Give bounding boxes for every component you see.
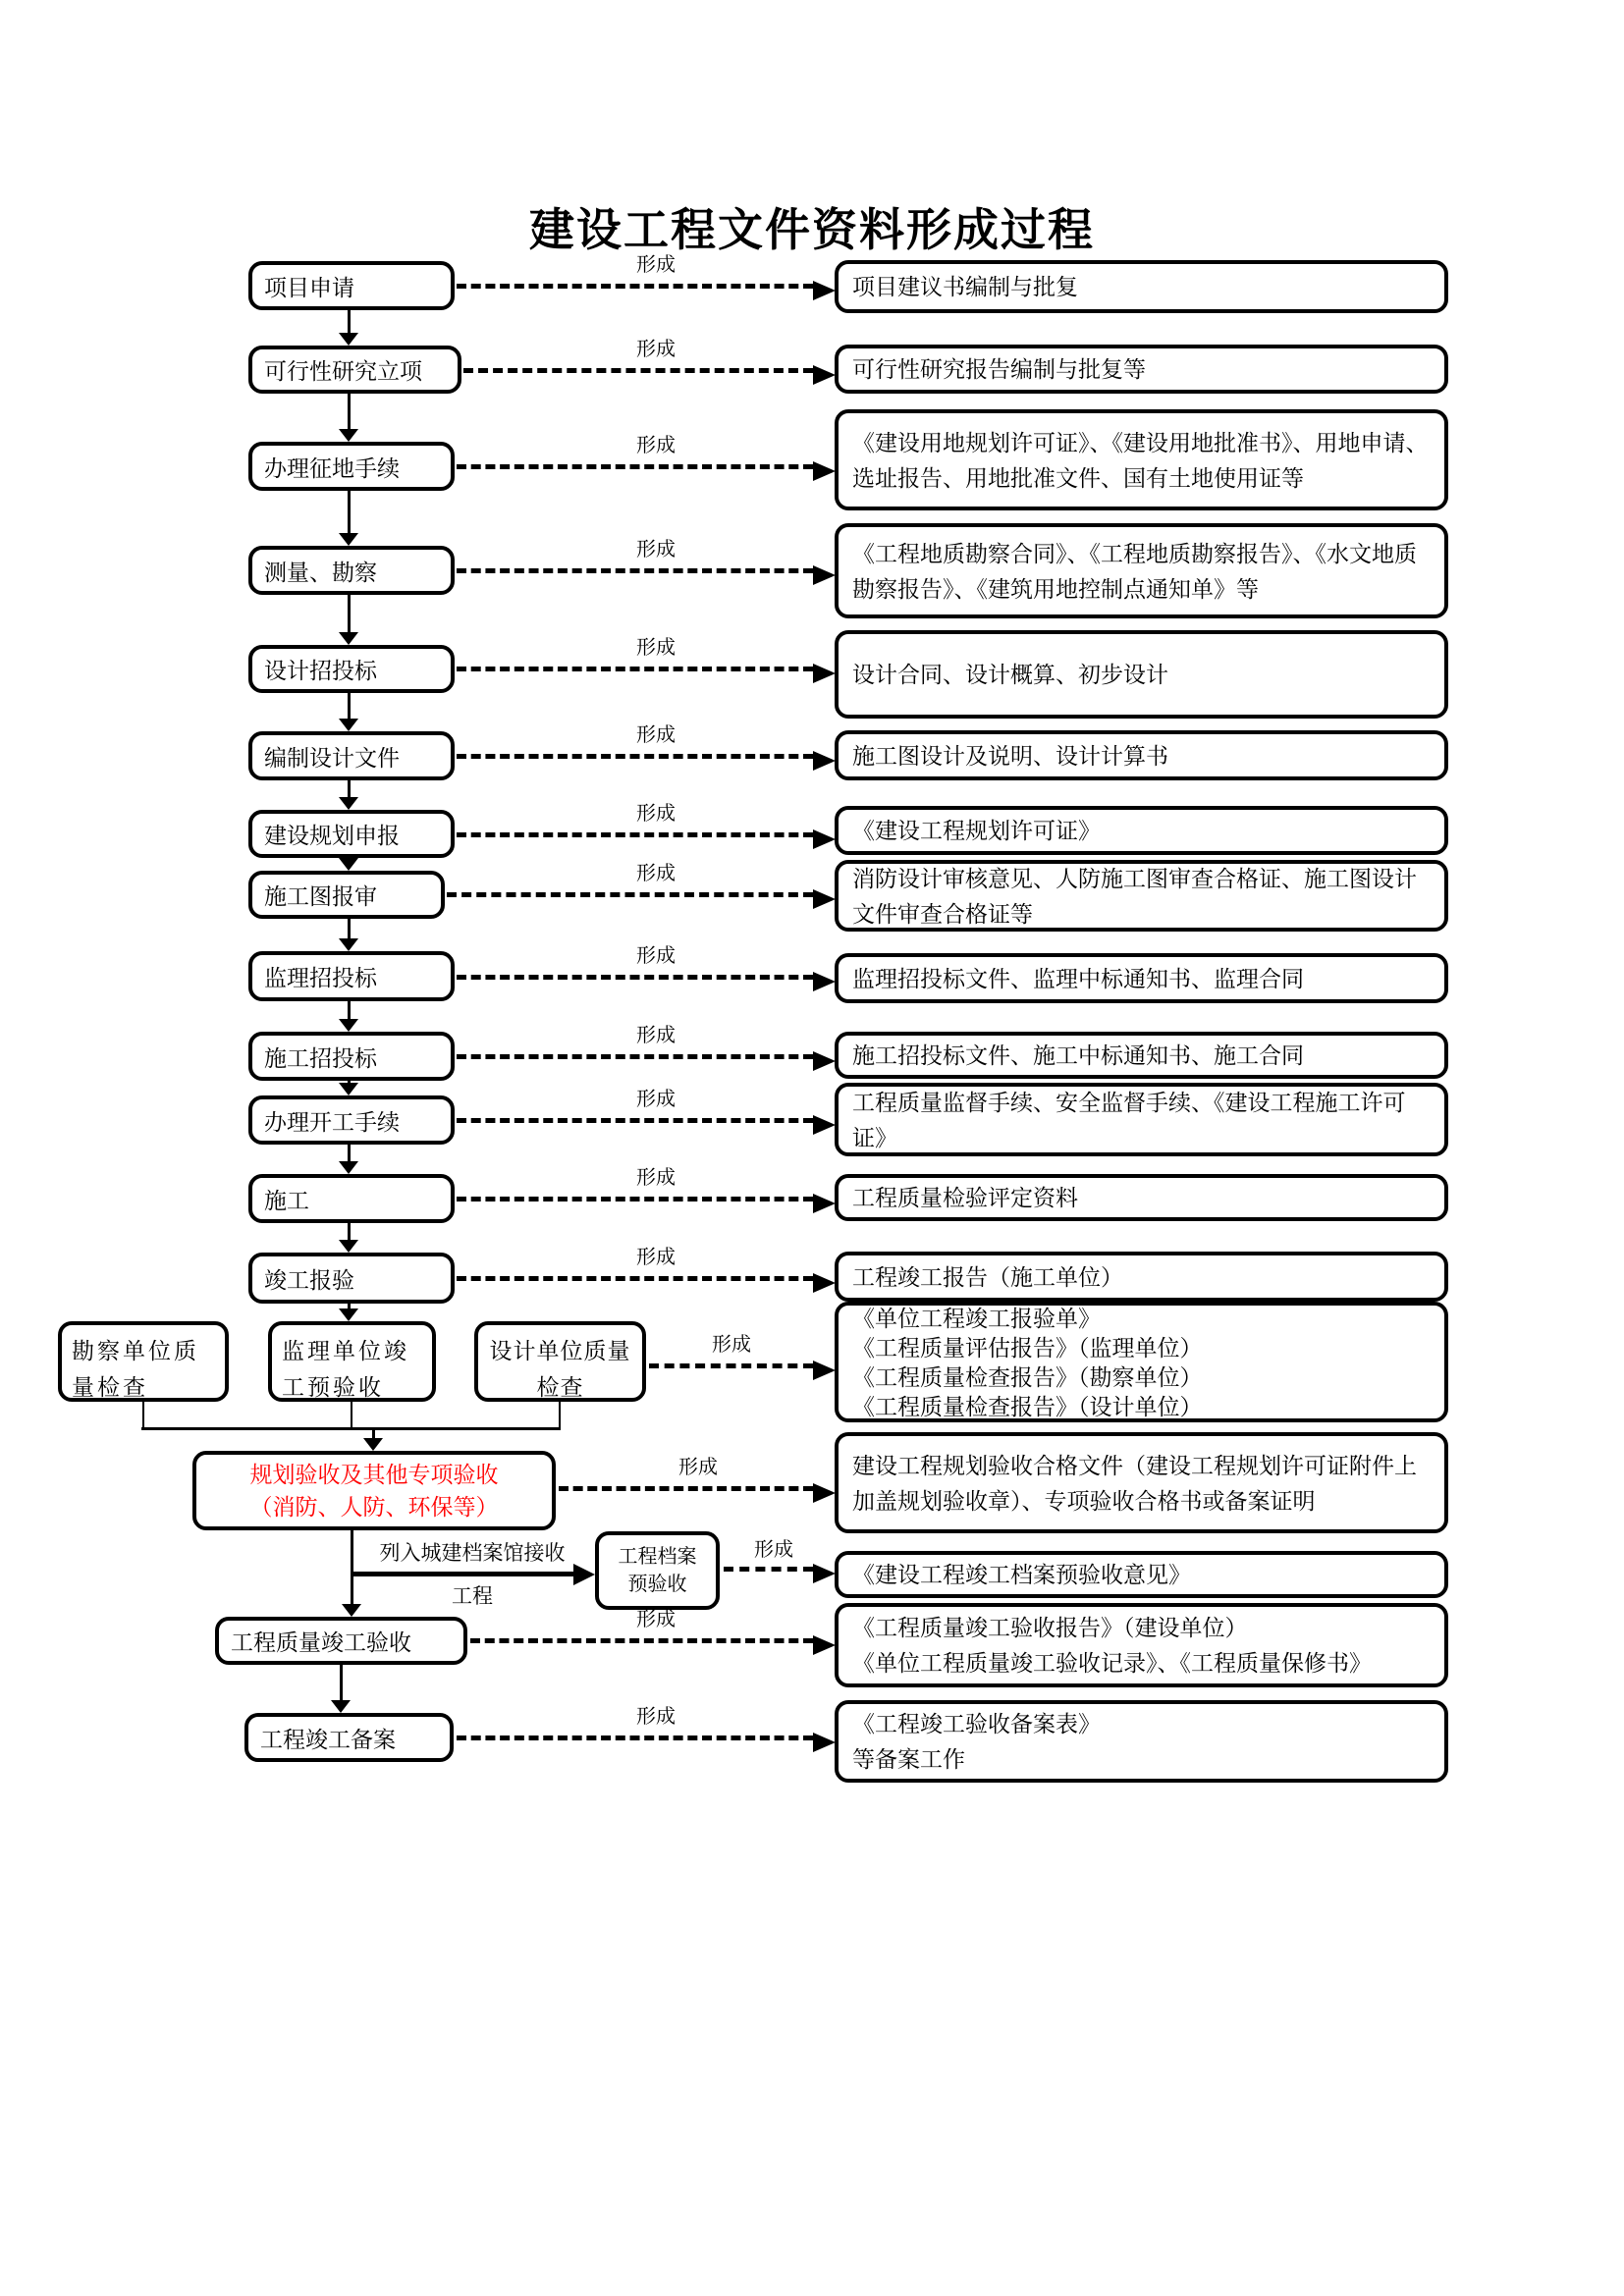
forms-arrow-16 [724, 1567, 813, 1572]
doc-box-6 [835, 730, 1448, 780]
doc-box-8 [835, 860, 1448, 932]
doc-text-line: 《工程质量检查报告》（勘察单位） [852, 1363, 1203, 1390]
step-label: 施工招投标 [264, 1044, 377, 1071]
doc-text: 《建设用地规划许可证》、《建设用地批准书》、用地申请、选址报告、用地批准文件、国有土地使用证等 [852, 429, 1429, 491]
doc-text-line: 等备案工作 [852, 1746, 965, 1772]
step-connector-8 [348, 919, 351, 938]
step-box-completion-report [248, 1253, 455, 1304]
doc-box-15 [835, 1432, 1448, 1533]
check-label-line: 工预验收 [282, 1374, 384, 1400]
check-box-design-unit [474, 1321, 646, 1402]
connector-merge-horizontal [141, 1427, 561, 1430]
doc-text-line: 《工程质量竣工验收报告》（建设单位） [852, 1615, 1248, 1640]
step-connector-1 [348, 310, 351, 333]
connector-supervision-down [351, 1402, 352, 1427]
forms-arrow-14 [649, 1363, 813, 1368]
forms-label-15: 形成 [678, 1457, 718, 1478]
connector-quality-down [340, 1665, 343, 1700]
forms-arrow-13 [457, 1276, 813, 1281]
doc-text: 设计合同、设计概算、初步设计 [852, 662, 1168, 687]
step-connector-13 [348, 1304, 351, 1308]
forms-arrow-9 [457, 975, 813, 980]
archive-branch-arrow [352, 1572, 573, 1576]
doc-text: 《建设工程规划许可证》 [852, 818, 1101, 843]
doc-text: 施工招投标文件、施工中标通知书、施工合同 [852, 1042, 1304, 1068]
doc-box-16 [835, 1551, 1448, 1598]
step-box-land-acquisition [248, 442, 455, 491]
forms-arrow-8 [447, 892, 813, 897]
check-box-survey-unit [58, 1321, 229, 1402]
connector-planning-down [351, 1530, 353, 1604]
doc-text-line: 《单位工程竣工报验单》 [852, 1305, 1101, 1331]
forms-arrow-2 [463, 368, 813, 373]
doc-text: 施工图设计及说明、设计计算书 [852, 742, 1168, 769]
forms-arrow-17 [470, 1638, 813, 1643]
planning-acceptance-line: 规划验收及其他专项验收 [249, 1461, 499, 1487]
forms-label-7: 形成 [636, 803, 676, 825]
doc-text-line: 《工程质量检查报告》（设计单位） [852, 1393, 1203, 1419]
forms-arrow-3 [457, 464, 813, 469]
forms-label-2: 形成 [636, 339, 676, 360]
step-connector-3 [348, 491, 351, 533]
doc-text: 可行性研究报告编制与批复等 [852, 356, 1146, 382]
doc-box-5 [835, 630, 1448, 719]
forms-label-9: 形成 [636, 945, 676, 967]
doc-box-12 [835, 1174, 1448, 1221]
forms-label-5: 形成 [636, 637, 676, 659]
step-box-design-bidding [248, 645, 455, 693]
archive-branch-label-line2: 工程 [452, 1585, 493, 1608]
forms-arrow-4 [457, 568, 813, 573]
step-box-drawing-review [248, 871, 445, 919]
connector-survey-down [142, 1402, 144, 1427]
forms-label-3: 形成 [636, 435, 676, 456]
check-label-line: 勘察单位质 [72, 1338, 199, 1363]
doc-text: 建设工程规划验收合格文件（建设工程规划许可证附件上加盖规划验收章）、专项验收合格书或备案证明 [852, 1452, 1417, 1514]
doc-box-18 [835, 1700, 1448, 1783]
doc-box-3 [835, 409, 1448, 510]
step-connector-4 [348, 595, 351, 632]
step-label: 设计招投标 [264, 658, 377, 683]
step-label: 办理征地手续 [264, 454, 400, 481]
check-label-line: 检查 [536, 1374, 584, 1400]
step-box-construction-bidding [248, 1032, 455, 1081]
page-title: 建设工程文件资料形成过程 [529, 204, 1095, 255]
step-label: 监理招投标 [264, 965, 377, 990]
step-label: 工程质量竣工验收 [231, 1629, 411, 1655]
forms-arrow-5 [457, 667, 813, 671]
forms-label-11: 形成 [636, 1089, 676, 1110]
doc-text: 《建设工程竣工档案预验收意见》 [852, 1562, 1191, 1587]
doc-text-line: 《工程竣工验收备案表》 [852, 1711, 1101, 1736]
step-label: 建设规划申报 [264, 823, 400, 848]
step-connector-11 [348, 1145, 351, 1161]
forms-label-6: 形成 [636, 724, 676, 746]
archive-box-line: 预验收 [627, 1574, 687, 1595]
forms-arrow-18 [457, 1735, 813, 1740]
forms-label-16: 形成 [754, 1539, 793, 1561]
forms-label-13: 形成 [636, 1247, 676, 1268]
forms-label-14: 形成 [712, 1334, 751, 1356]
doc-text-line: 《单位工程质量竣工验收记录》、《工程质量保修书》 [852, 1650, 1372, 1676]
step-box-supervision-bidding [248, 951, 455, 1001]
step-box-design-documents [248, 731, 455, 780]
forms-arrow-11 [457, 1118, 813, 1123]
check-label-line: 量检查 [72, 1374, 148, 1400]
step-box-survey [248, 546, 455, 595]
step-label: 可行性研究立项 [264, 358, 422, 384]
forms-arrow-10 [457, 1054, 813, 1059]
doc-box-10 [835, 1032, 1448, 1079]
forms-label-17: 形成 [636, 1609, 676, 1630]
forms-label-8: 形成 [636, 863, 676, 884]
doc-text: 项目建议书编制与批复 [852, 274, 1078, 299]
step-connector-7 [348, 857, 351, 858]
connector-merge-drop [372, 1430, 375, 1438]
step-label: 施工图报审 [264, 883, 377, 909]
doc-text-line: 《工程质量评估报告》（监理单位） [852, 1334, 1203, 1361]
archive-box-line: 工程档案 [618, 1546, 697, 1568]
doc-box-4 [835, 523, 1448, 618]
step-box-commencement-procedures [248, 1095, 455, 1145]
step-connector-2 [348, 394, 351, 429]
step-label: 施工 [264, 1187, 309, 1213]
forms-arrow-7 [457, 832, 813, 837]
archive-branch-label-line1: 列入城建档案馆接收 [379, 1542, 566, 1565]
step-box-planning-declaration [248, 810, 455, 858]
doc-box-13 [835, 1252, 1448, 1302]
forms-label-10: 形成 [636, 1025, 676, 1046]
forms-label-18: 形成 [636, 1706, 676, 1728]
doc-text: 消防设计审核意见、人防施工图审查合格证、施工图设计文件审查合格证等 [852, 865, 1417, 927]
step-box-construction [248, 1174, 455, 1223]
step-connector-5 [348, 693, 351, 719]
step-connector-9 [348, 1001, 351, 1019]
forms-label-12: 形成 [636, 1167, 676, 1189]
doc-box-2 [835, 345, 1448, 394]
step-connector-12 [348, 1223, 351, 1240]
doc-text: 《工程地质勘察合同》、《工程地质勘察报告》、《水文地质勘察报告》、《建筑用地控制点通知单》等 [852, 540, 1417, 602]
planning-acceptance-box [192, 1451, 556, 1530]
doc-text: 工程质量监督手续、安全监督手续、《建设工程施工许可证》 [852, 1089, 1406, 1150]
doc-box-1 [835, 260, 1448, 313]
step-label: 编制设计文件 [264, 744, 400, 771]
step-label: 办理开工手续 [264, 1108, 400, 1135]
step-label: 项目申请 [264, 274, 354, 300]
step-connector-6 [348, 780, 351, 797]
step-box-quality-acceptance [215, 1617, 467, 1665]
doc-text: 工程竣工报告（施工单位） [852, 1263, 1123, 1290]
check-box-supervision-unit [268, 1321, 436, 1402]
step-box-project-application [248, 261, 455, 310]
doc-text: 监理招投标文件、监理中标通知书、监理合同 [852, 965, 1304, 991]
doc-text: 工程质量检验评定资料 [852, 1185, 1078, 1210]
step-label: 工程竣工备案 [260, 1726, 396, 1752]
forms-arrow-12 [457, 1197, 813, 1201]
step-label: 测量、勘察 [264, 559, 377, 585]
check-label-line: 监理单位竣 [282, 1338, 409, 1363]
step-label: 竣工报验 [264, 1266, 354, 1293]
step-box-completion-filing [244, 1713, 454, 1762]
doc-box-7 [835, 806, 1448, 855]
step-box-feasibility [248, 346, 461, 394]
forms-arrow-15 [559, 1486, 813, 1491]
doc-box-14 [835, 1302, 1448, 1422]
forms-label-1: 形成 [636, 254, 676, 276]
step-connector-10 [348, 1081, 351, 1083]
check-label-line: 设计单位质量 [489, 1338, 631, 1363]
forms-arrow-1 [457, 284, 813, 289]
doc-box-9 [835, 953, 1448, 1003]
doc-box-11 [835, 1083, 1448, 1156]
forms-label-4: 形成 [636, 539, 676, 561]
doc-box-17 [835, 1603, 1448, 1687]
planning-acceptance-line: （消防、人防、环保等） [249, 1493, 499, 1520]
connector-design-down [559, 1402, 561, 1427]
forms-arrow-6 [457, 754, 813, 759]
